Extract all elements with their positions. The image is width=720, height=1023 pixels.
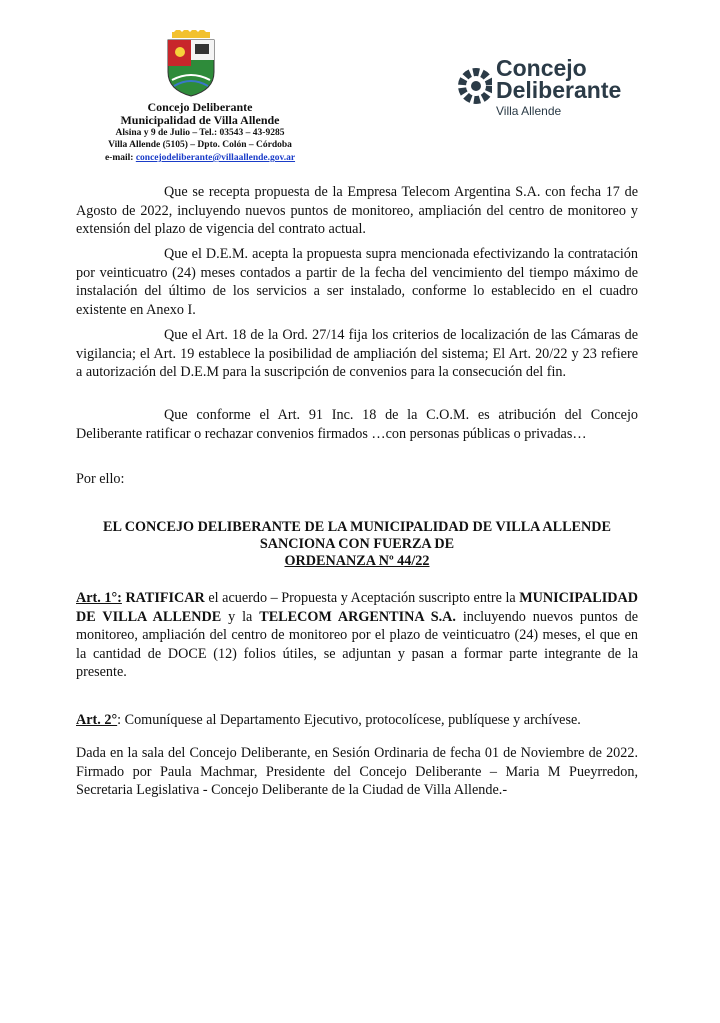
concejo-logo — [458, 54, 638, 124]
considerando-4: Que conforme el Art. 91 Inc. 18 de la C.O.M. es atribución del Concejo Deliberante ratificar o rechazar convenios firmados …con personas públicas o privadas… — [76, 407, 638, 442]
por-ello: Por ello: — [76, 471, 125, 487]
logo-line-1: Concejo — [496, 55, 587, 81]
logo-line-2: Deliberante — [496, 77, 622, 103]
article-1-text-a: el acuerdo – Propuesta y Aceptación suscripto entre la — [204, 590, 520, 606]
email-link[interactable]: concejodeliberante@villaallende.gov.ar — [135, 153, 296, 163]
article-1 — [76, 589, 638, 682]
header-org-name: Concejo Deliberante — [147, 100, 253, 114]
article-1-text-c: incluyendo nuevos puntos de monitoreo, ampliación del centro de monitoreo por el plazo de veinticuatro (24) meses, el que en la cantidad de DOCE (12) folios útiles, se adjuntan y pasan a formar parte integrante de la presente. — [76, 608, 639, 680]
article-2 — [76, 711, 638, 730]
municipal-crest-icon — [162, 30, 220, 98]
article-1-label: Art. 1°: — [76, 590, 122, 606]
sanction-title-line-1: EL CONCEJO DELIBERANTE DE LA MUNICIPALIDAD DE VILLA ALLENDE — [103, 519, 611, 535]
article-1-party-1: MUNICIPALIDAD DE VILLA ALLENDE — [76, 590, 639, 625]
email-label: e-mail: — [104, 153, 136, 163]
ordinance-number: ORDENANZA Nº 44/22 — [284, 553, 430, 569]
header-address: Alsina y 9 de Julio – Tel.: 03543 – 43-9285 — [115, 128, 285, 138]
article-2-label: Art. 2° — [76, 712, 118, 728]
concejo-logo-icon — [458, 56, 492, 118]
article-1-party-2: TELECOM ARGENTINA S.A. — [259, 608, 456, 625]
logo-line-3: Villa Allende — [496, 104, 562, 118]
header-email-line — [55, 153, 345, 163]
considerando-3: Que el Art. 18 de la Ord. 27/14 fija los criterios de localización de las Cámaras de vigilancia; el Art. 19 establece la posibilidad de ampliación del sistema; El Art. 20/22 y 23 refiere a autorización del D.E.M para la suscripción de convenios para la consecución del fin. — [76, 327, 638, 380]
header-city: Villa Allende (5105) – Dpto. Colón – Córdoba — [108, 140, 292, 150]
closing-paragraph: Dada en la sala del Concejo Deliberante, en Sesión Ordinaria de fecha 01 de Noviembre de 2022. Firmado por Paula Machmar, Presidente del Concejo Deliberante – Maria M Pueyrredon, Secretaria Legislativa - Concejo Deliberante de la Ciudad de Villa Allende.- — [76, 745, 638, 798]
header-municipality: Municipalidad de Villa Allende — [120, 113, 280, 127]
article-1-text-b: y la — [221, 608, 260, 625]
considerando-2: Que el D.E.M. acepta la propuesta supra mencionada efectivizando la contratación por veinticuatro (24) meses contados a partir de la fecha del vencimiento del tiempo máximo de instalación del último de los servicios a ser instalado, conforme lo establecido en el cuadro existente en Anexo I. — [76, 246, 638, 318]
sanction-title-line-2: SANCIONA CON FUERZA DE — [259, 536, 455, 552]
considerando-1: Que se recepta propuesta de la Empresa Telecom Argentina S.A. con fecha 17 de Agosto de 2022, incluyendo nuevos puntos de monitoreo, ampliación del centro de monitoreo y extensión del plazo de vigencia del contrato actual. — [76, 184, 638, 237]
article-1-verb: RATIFICAR — [125, 590, 205, 606]
article-2-text: : Comuníquese al Departamento Ejecutivo, protocolícese, publíquese y archívese. — [117, 712, 581, 728]
